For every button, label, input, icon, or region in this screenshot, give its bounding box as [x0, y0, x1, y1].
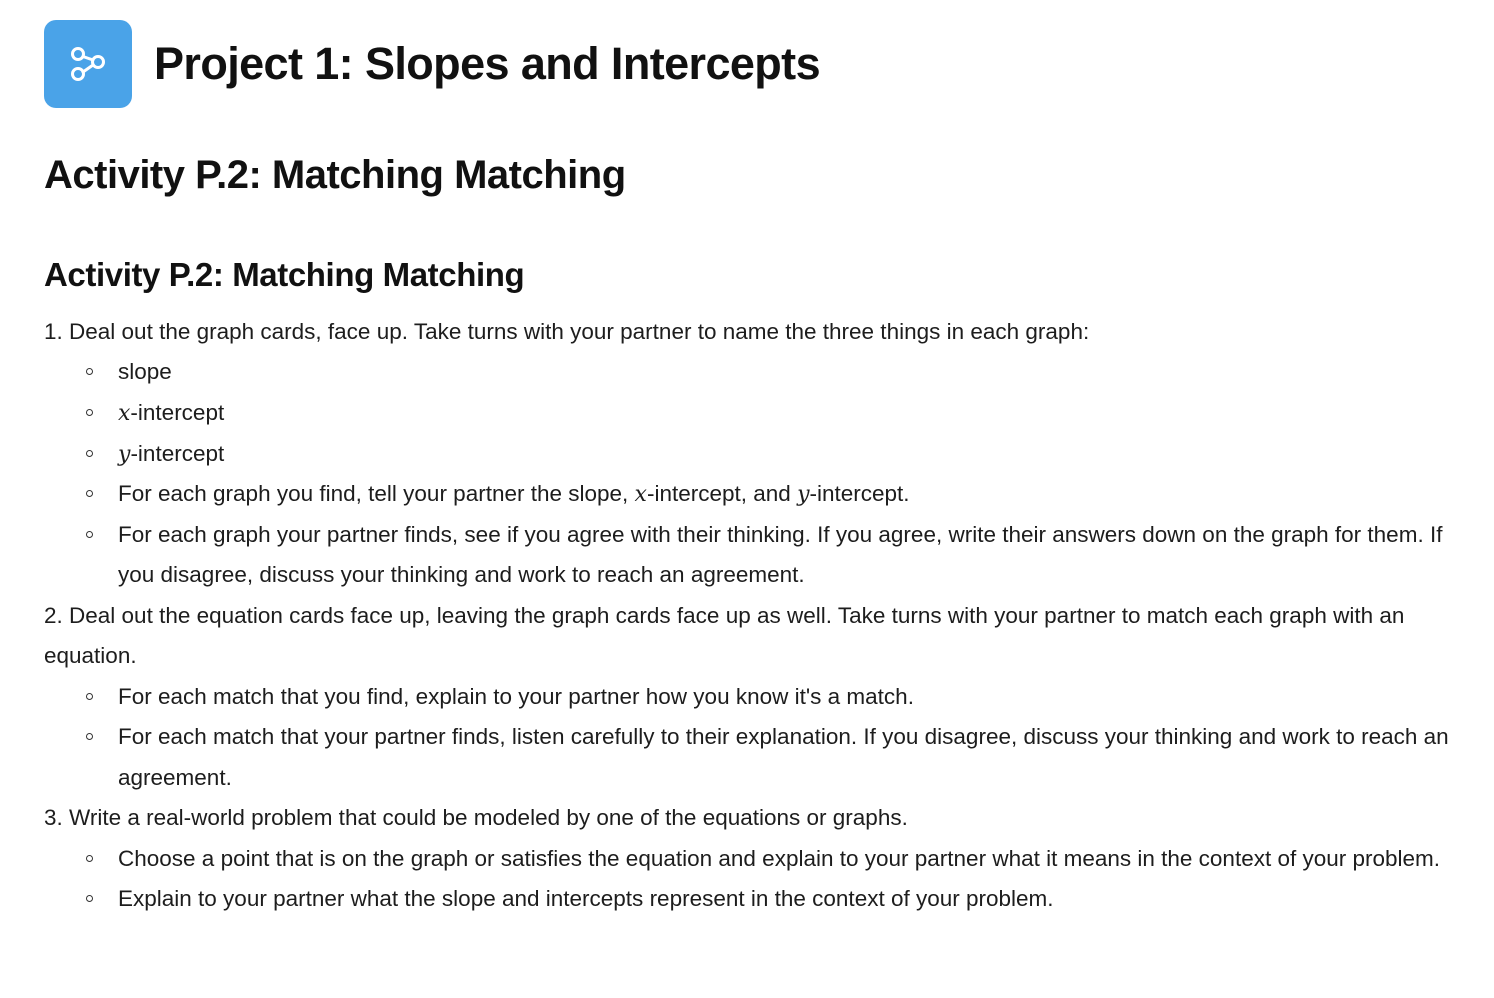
bullet-text: -intercept, and [646, 481, 798, 507]
math-variable: x [634, 482, 647, 508]
list-item [118, 474, 1450, 515]
project-graph-icon [44, 20, 132, 108]
sub-section-title: Activity P.2: Matching Matching [44, 256, 525, 293]
bullet-text: -intercept [130, 440, 225, 466]
math-variable: y [118, 441, 131, 467]
list-item [118, 434, 1450, 475]
list-item [118, 677, 1450, 718]
list-item [118, 393, 1450, 434]
document-header [44, 20, 1450, 108]
step-text: 2. Deal out the equation cards face up, leaving the graph cards face up as well. Take turns with your partner to match each graph with an equation. [44, 602, 1405, 669]
list-item [118, 352, 1450, 393]
step-text: 3. Write a real-world problem that could be modeled by one of the equations or graphs. [44, 805, 908, 831]
section-title: Activity P.2: Matching Matching [44, 153, 626, 197]
bullet-list [44, 677, 1450, 799]
bullet-text: -intercept. [809, 481, 910, 507]
list-item [118, 717, 1450, 798]
bullet-text: -intercept [130, 399, 225, 425]
bullet-text: For each match that your partner finds, listen carefully to their explanation. If you disagree, discuss your thinking and work to reach an agreement. [118, 724, 1449, 790]
list-item [118, 515, 1450, 596]
math-variable: x [118, 400, 131, 426]
list-item [118, 839, 1450, 880]
list-item [118, 879, 1450, 920]
bullet-text: Choose a point that is on the graph or satisfies the equation and explain to your partner what it means in the context of your problem. [118, 845, 1441, 871]
list-item [44, 596, 1450, 799]
bullet-text: For each graph your partner finds, see if you agree with their thinking. If you agree, write their answers down on the graph for them. If you disagree, discuss your thinking and work to reach an agreement. [118, 521, 1443, 588]
bullet-list [44, 839, 1450, 920]
bullet-text: slope [118, 359, 172, 385]
page-title: Project 1: Slopes and Intercepts [154, 38, 820, 90]
activity-steps [44, 312, 1450, 920]
bullet-text: For each graph you find, tell your partner the slope, [118, 481, 635, 507]
math-variable: y [797, 482, 810, 508]
list-item [44, 798, 1450, 920]
bullet-text: Explain to your partner what the slope and intercepts represent in the context of your problem. [118, 886, 1054, 912]
bullet-list [44, 352, 1450, 595]
list-item [44, 312, 1450, 596]
bullet-text: For each match that you find, explain to your partner how you know it's a match. [118, 683, 914, 709]
step-text: 1. Deal out the graph cards, face up. Take turns with your partner to name the three things in each graph: [44, 318, 1090, 344]
